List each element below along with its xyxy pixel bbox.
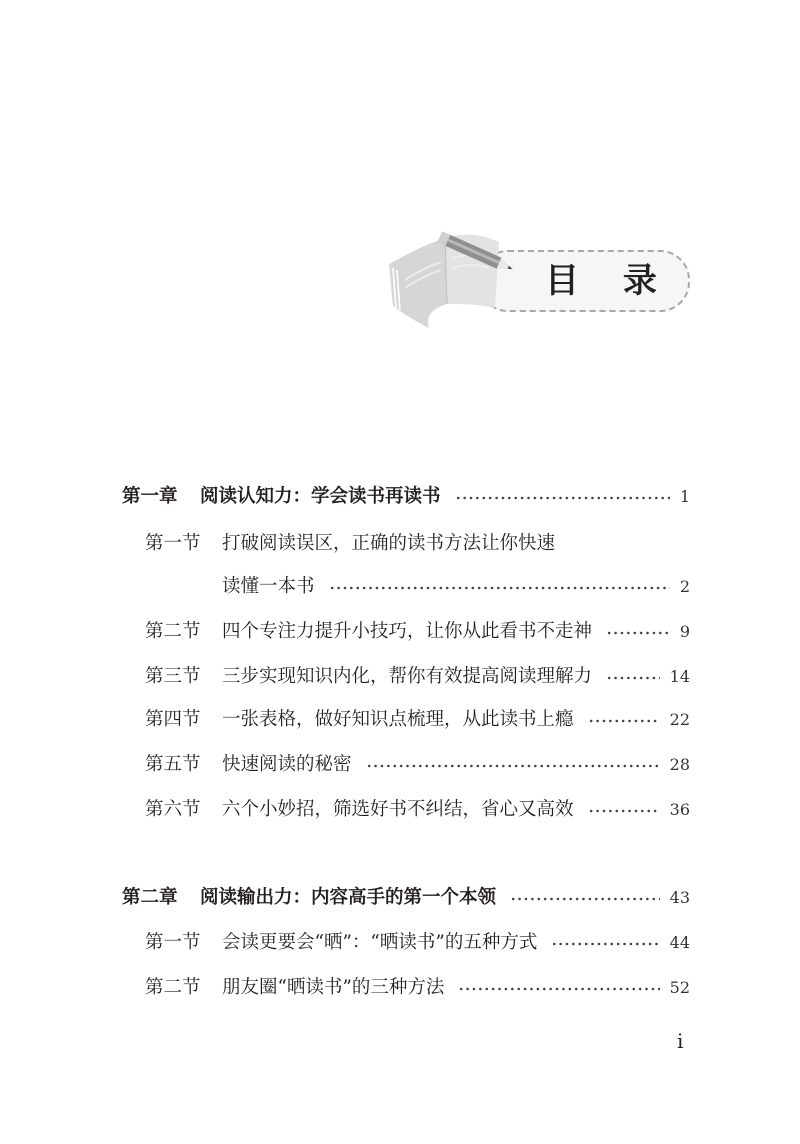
page-number: 9 — [679, 622, 690, 641]
page-number: 43 — [669, 888, 690, 907]
toc-section-1-1 — [122, 531, 690, 557]
page-number: 44 — [669, 933, 690, 952]
section-label: 第一节 — [145, 533, 201, 554]
section-label: 第二节 — [145, 621, 201, 642]
section-title: 三步实现知识内化，帮你有效提高阅读理解力 — [222, 666, 593, 687]
toc-section-1-6 — [122, 797, 690, 823]
toc-section-1-2 — [122, 619, 690, 645]
toc-section-1-1-continued — [122, 574, 690, 600]
book-pencil-illustration — [385, 222, 530, 332]
open-book-icon — [389, 235, 499, 328]
toc-section-2-1 — [122, 930, 690, 956]
section-title: 快速阅读的秘密 — [222, 754, 352, 775]
dot-leader — [588, 808, 660, 814]
section-label: 第一节 — [145, 932, 201, 953]
section-label: 第五节 — [145, 754, 201, 775]
page-number: 52 — [669, 978, 690, 997]
section-title: 打破阅读误区，正确的读书方法让你快速 — [222, 533, 556, 554]
folio-page-number: i — [677, 1029, 684, 1053]
chapter-label: 第二章 — [122, 887, 178, 908]
section-title: 六个小妙招，筛选好书不纠结，省心又高效 — [222, 799, 574, 820]
dot-leader — [329, 585, 670, 591]
dot-leader — [366, 763, 660, 769]
dot-leader — [606, 630, 670, 636]
dot-leader — [588, 718, 660, 724]
toc-title: 目 录 — [545, 261, 673, 301]
section-label: 第三节 — [145, 666, 201, 687]
page-number: 22 — [669, 710, 690, 729]
chapter-title: 阅读认知力：学会读书再读书 — [200, 486, 441, 507]
chapter-title: 阅读输出力：内容高手的第一个本领 — [200, 887, 497, 908]
page-number: 28 — [669, 755, 690, 774]
section-title-continued: 读懂一本书 — [222, 576, 315, 597]
toc-section-1-4 — [122, 707, 690, 733]
section-title: 一张表格，做好知识点梳理，从此读书上瘾 — [222, 709, 574, 730]
section-label: 第二节 — [145, 977, 201, 998]
section-title: 朋友圈“晒读书”的三种方法 — [222, 977, 445, 998]
section-title: 会读更要会“晒”：“晒读书”的五种方式 — [222, 932, 538, 953]
page-number: 14 — [669, 667, 690, 686]
dot-leader — [510, 896, 660, 902]
toc-chapter-1 — [122, 484, 690, 510]
chapter-label: 第一章 — [122, 486, 178, 507]
page-number: 2 — [679, 577, 690, 596]
toc-section-1-5 — [122, 752, 690, 778]
dot-leader — [551, 941, 659, 947]
toc-section-2-2 — [122, 975, 690, 1001]
section-label: 第六节 — [145, 799, 201, 820]
section-label: 第四节 — [145, 709, 201, 730]
dot-leader — [455, 495, 670, 501]
page-number: 1 — [679, 487, 690, 506]
dot-leader — [458, 986, 659, 992]
toc-section-1-3 — [122, 664, 690, 690]
dot-leader — [606, 675, 660, 681]
page-number: 36 — [669, 800, 690, 819]
section-title: 四个专注力提升小技巧，让你从此看书不走神 — [222, 621, 593, 642]
toc-chapter-2 — [122, 885, 690, 911]
